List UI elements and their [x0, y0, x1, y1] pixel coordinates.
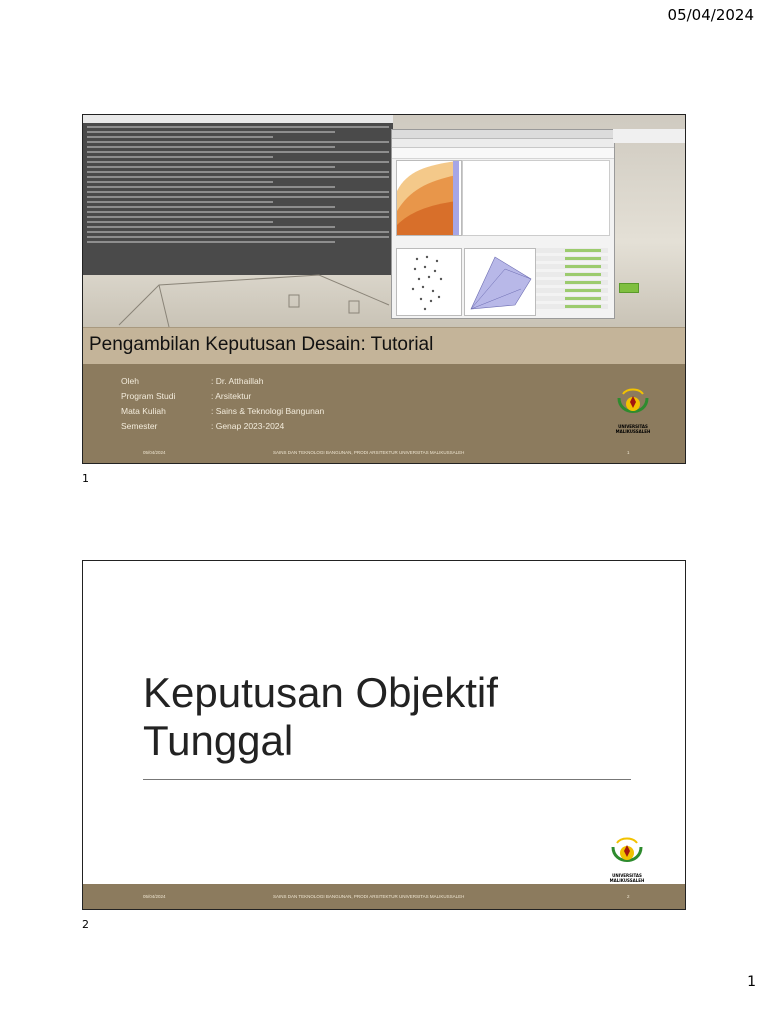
- slide-1-screenshot-image: [83, 115, 685, 327]
- university-logo-text: UNIVERSITAS MALIKUSSALEH: [615, 424, 651, 434]
- slide-2-title: [143, 669, 498, 765]
- info-value: : Genap 2023-2024: [211, 421, 285, 431]
- footer-date: 05/04/2024: [143, 894, 166, 899]
- slide-1: [82, 114, 686, 464]
- university-logo-text: UNIVERSITAS MALIKUSSALEH: [609, 873, 645, 883]
- console-window-image: [83, 115, 393, 275]
- slide-1-info-panel: [83, 364, 685, 463]
- slide-2-number: 2: [82, 918, 89, 931]
- info-label: Program Studi: [121, 391, 176, 401]
- slide-2: [82, 560, 686, 910]
- footer-slide-number: 1: [627, 450, 630, 455]
- info-row-course: [121, 406, 324, 416]
- slide-1-number: 1: [82, 472, 89, 485]
- footer-course-text: SAINS DAN TEKNOLOGI BANGUNAN, PRODI ARSITEKTUR UNIVERSITAS MALIKUSSALEH: [273, 894, 465, 899]
- university-logo: [613, 386, 653, 434]
- university-logo-icon: [613, 386, 653, 424]
- university-logo-icon: [607, 835, 647, 873]
- info-value: : Arsitektur: [211, 391, 252, 401]
- building-sketch-image: [99, 265, 399, 327]
- footer-course-text: SAINS DAN TEKNOLOGI BANGUNAN, PRODI ARSITEKTUR UNIVERSITAS MALIKUSSALEH: [273, 450, 465, 455]
- print-date: 05/04/2024: [667, 6, 754, 24]
- university-logo: [607, 835, 647, 883]
- slide-2-title-line-2: Tunggal: [143, 717, 294, 764]
- slide-2-title-line-1: Keputusan Objektif: [143, 669, 498, 716]
- footer-slide-number: 2: [627, 894, 630, 899]
- info-label: Semester: [121, 421, 158, 431]
- slide-1-title-bar: [83, 327, 685, 364]
- info-label: Oleh: [121, 376, 139, 386]
- info-row-semester: [121, 421, 284, 431]
- slide-1-title: Pengambilan Keputusan Desain: Tutorial: [89, 334, 434, 355]
- info-value: : Dr. Atthaillah: [211, 376, 264, 386]
- info-label: Mata Kuliah: [121, 406, 166, 416]
- title-underline: [143, 779, 631, 780]
- page-number: 1: [747, 974, 756, 990]
- info-value: : Sains & Teknologi Bangunan: [211, 406, 325, 416]
- info-row-program: [121, 391, 251, 401]
- optimizer-window-image: [391, 129, 615, 319]
- info-row-author: [121, 376, 263, 386]
- slide-2-footer: [83, 884, 685, 909]
- footer-date: 05/04/2024: [143, 450, 166, 455]
